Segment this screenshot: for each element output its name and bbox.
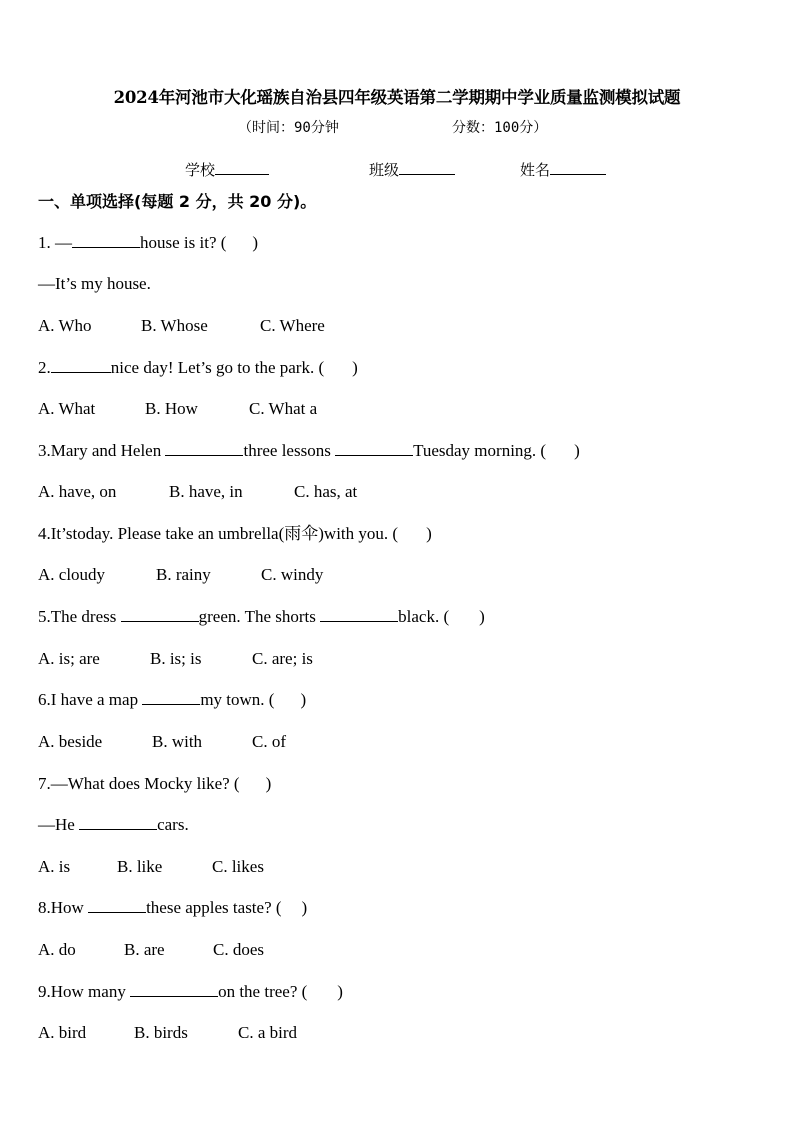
- option-c[interactable]: C. has, at: [294, 482, 358, 501]
- question-3: [38, 440, 580, 462]
- question-3-blank-1[interactable]: [165, 440, 243, 456]
- name-blank[interactable]: [550, 160, 606, 175]
- option-c[interactable]: C. does: [213, 940, 264, 959]
- question-1-options: [38, 315, 325, 337]
- question-6-text-start: 6.I have a map: [38, 690, 139, 709]
- question-2-number: 2.: [38, 358, 51, 377]
- question-4-text: 4.It’stoday. Please take an umbrella(雨伞)with you. (: [38, 524, 399, 543]
- option-b[interactable]: B. have, in: [169, 482, 243, 501]
- exam-score: 分数：100分）: [452, 120, 548, 136]
- question-1-answer: —It’s my house.: [38, 274, 151, 293]
- question-5-close-paren: ): [479, 607, 485, 626]
- question-2-options: [38, 398, 317, 420]
- option-c[interactable]: C. likes: [212, 857, 264, 876]
- section-title: 一、单项选择(每题 2 分，共 20 分)。: [38, 192, 317, 211]
- option-c[interactable]: C. are; is: [252, 649, 313, 668]
- question-8: [38, 897, 307, 919]
- school-label: 学校: [185, 161, 216, 179]
- exam-title: 2024年河池市大化瑶族自治县四年级英语第二学期期中学业质量监测模拟试题: [113, 88, 681, 107]
- school-field[interactable]: [185, 159, 269, 180]
- question-2: [38, 357, 358, 379]
- question-5-blank-1[interactable]: [121, 606, 199, 622]
- question-3-blank-2[interactable]: [335, 440, 413, 456]
- question-6-text-end: my town. (: [200, 690, 275, 709]
- option-c[interactable]: C. What a: [249, 399, 318, 418]
- option-b[interactable]: B. are: [124, 940, 165, 959]
- option-c[interactable]: C. windy: [261, 565, 324, 584]
- question-8-close-paren: ): [301, 898, 308, 917]
- question-8-blank[interactable]: [88, 897, 146, 913]
- question-1-blank[interactable]: [72, 232, 140, 248]
- option-a[interactable]: A. have, on: [38, 482, 117, 501]
- question-4: [38, 523, 432, 545]
- question-3-text-start: 3.Mary and Helen: [38, 441, 162, 460]
- option-a[interactable]: A. is; are: [38, 649, 100, 668]
- question-1-number: 1. —: [38, 233, 72, 252]
- question-5-text-end: black. (: [398, 607, 450, 626]
- option-b[interactable]: B. birds: [134, 1023, 188, 1042]
- school-blank[interactable]: [215, 160, 269, 175]
- question-5: [38, 606, 485, 628]
- option-b[interactable]: B. Whose: [141, 316, 208, 335]
- option-a[interactable]: A. beside: [38, 732, 103, 751]
- option-a[interactable]: A. Who: [38, 316, 92, 335]
- class-field[interactable]: [369, 159, 455, 180]
- question-1-close-paren: ): [252, 233, 259, 252]
- question-3-text-end: Tuesday morning. (: [413, 441, 547, 460]
- question-9-close-paren: ): [337, 982, 343, 1001]
- question-9: [38, 981, 343, 1003]
- class-blank[interactable]: [399, 160, 455, 175]
- question-9-text-start: 9.How many: [38, 982, 126, 1001]
- name-field[interactable]: [520, 159, 606, 180]
- question-5-blank-2[interactable]: [320, 606, 398, 622]
- question-7: [38, 773, 271, 795]
- question-4-options: [38, 564, 323, 586]
- question-3-text-mid: three lessons: [243, 441, 331, 460]
- question-9-options: [38, 1022, 297, 1044]
- question-2-text: nice day! Let’s go to the park. (: [110, 358, 325, 377]
- question-5-text-start: 5.The dress: [38, 607, 117, 626]
- question-4-close-paren: ): [426, 524, 432, 543]
- question-6-close-paren: ): [300, 690, 307, 709]
- option-c[interactable]: C. Where: [260, 316, 325, 335]
- question-8-text-end: these apples taste? (: [146, 898, 282, 917]
- option-c[interactable]: C. of: [252, 732, 286, 751]
- question-6-options: [38, 731, 286, 753]
- question-1: [38, 232, 258, 254]
- option-b[interactable]: B. How: [145, 399, 198, 418]
- option-b[interactable]: B. is; is: [150, 649, 202, 668]
- option-b[interactable]: B. rainy: [156, 565, 211, 584]
- question-8-text-start: 8.How: [38, 898, 84, 917]
- question-7-answer-end: cars.: [157, 815, 189, 834]
- question-7-options: [38, 856, 264, 878]
- question-9-blank[interactable]: [130, 981, 218, 997]
- question-2-close-paren: ): [352, 358, 358, 377]
- question-1-text: house is it? (: [140, 233, 227, 252]
- question-9-text-end: on the tree? (: [218, 982, 308, 1001]
- question-3-options: [38, 481, 357, 503]
- option-a[interactable]: A. is: [38, 857, 71, 876]
- question-3-close-paren: ): [574, 441, 580, 460]
- class-label: 班级: [369, 161, 400, 179]
- question-5-options: [38, 648, 313, 670]
- question-7-text: 7.—What does Mocky like? (: [38, 774, 240, 793]
- question-2-blank[interactable]: [51, 357, 111, 373]
- exam-time: （时间：90分钟: [238, 120, 339, 136]
- question-7-close-paren: ): [265, 774, 272, 793]
- question-8-options: [38, 939, 264, 961]
- question-6: [38, 689, 306, 711]
- option-a[interactable]: A. cloudy: [38, 565, 106, 584]
- option-b[interactable]: B. with: [152, 732, 203, 751]
- option-a[interactable]: A. What: [38, 399, 96, 418]
- option-a[interactable]: A. bird: [38, 1023, 87, 1042]
- option-a[interactable]: A. do: [38, 940, 76, 959]
- question-7-answer: [38, 814, 189, 836]
- question-6-blank[interactable]: [142, 689, 200, 705]
- option-c[interactable]: C. a bird: [238, 1023, 298, 1042]
- question-5-text-mid: green. The shorts: [198, 607, 316, 626]
- option-b[interactable]: B. like: [117, 857, 163, 876]
- name-label: 姓名: [520, 161, 551, 179]
- question-7-answer-start: —He: [38, 815, 75, 834]
- question-7-blank[interactable]: [79, 814, 157, 830]
